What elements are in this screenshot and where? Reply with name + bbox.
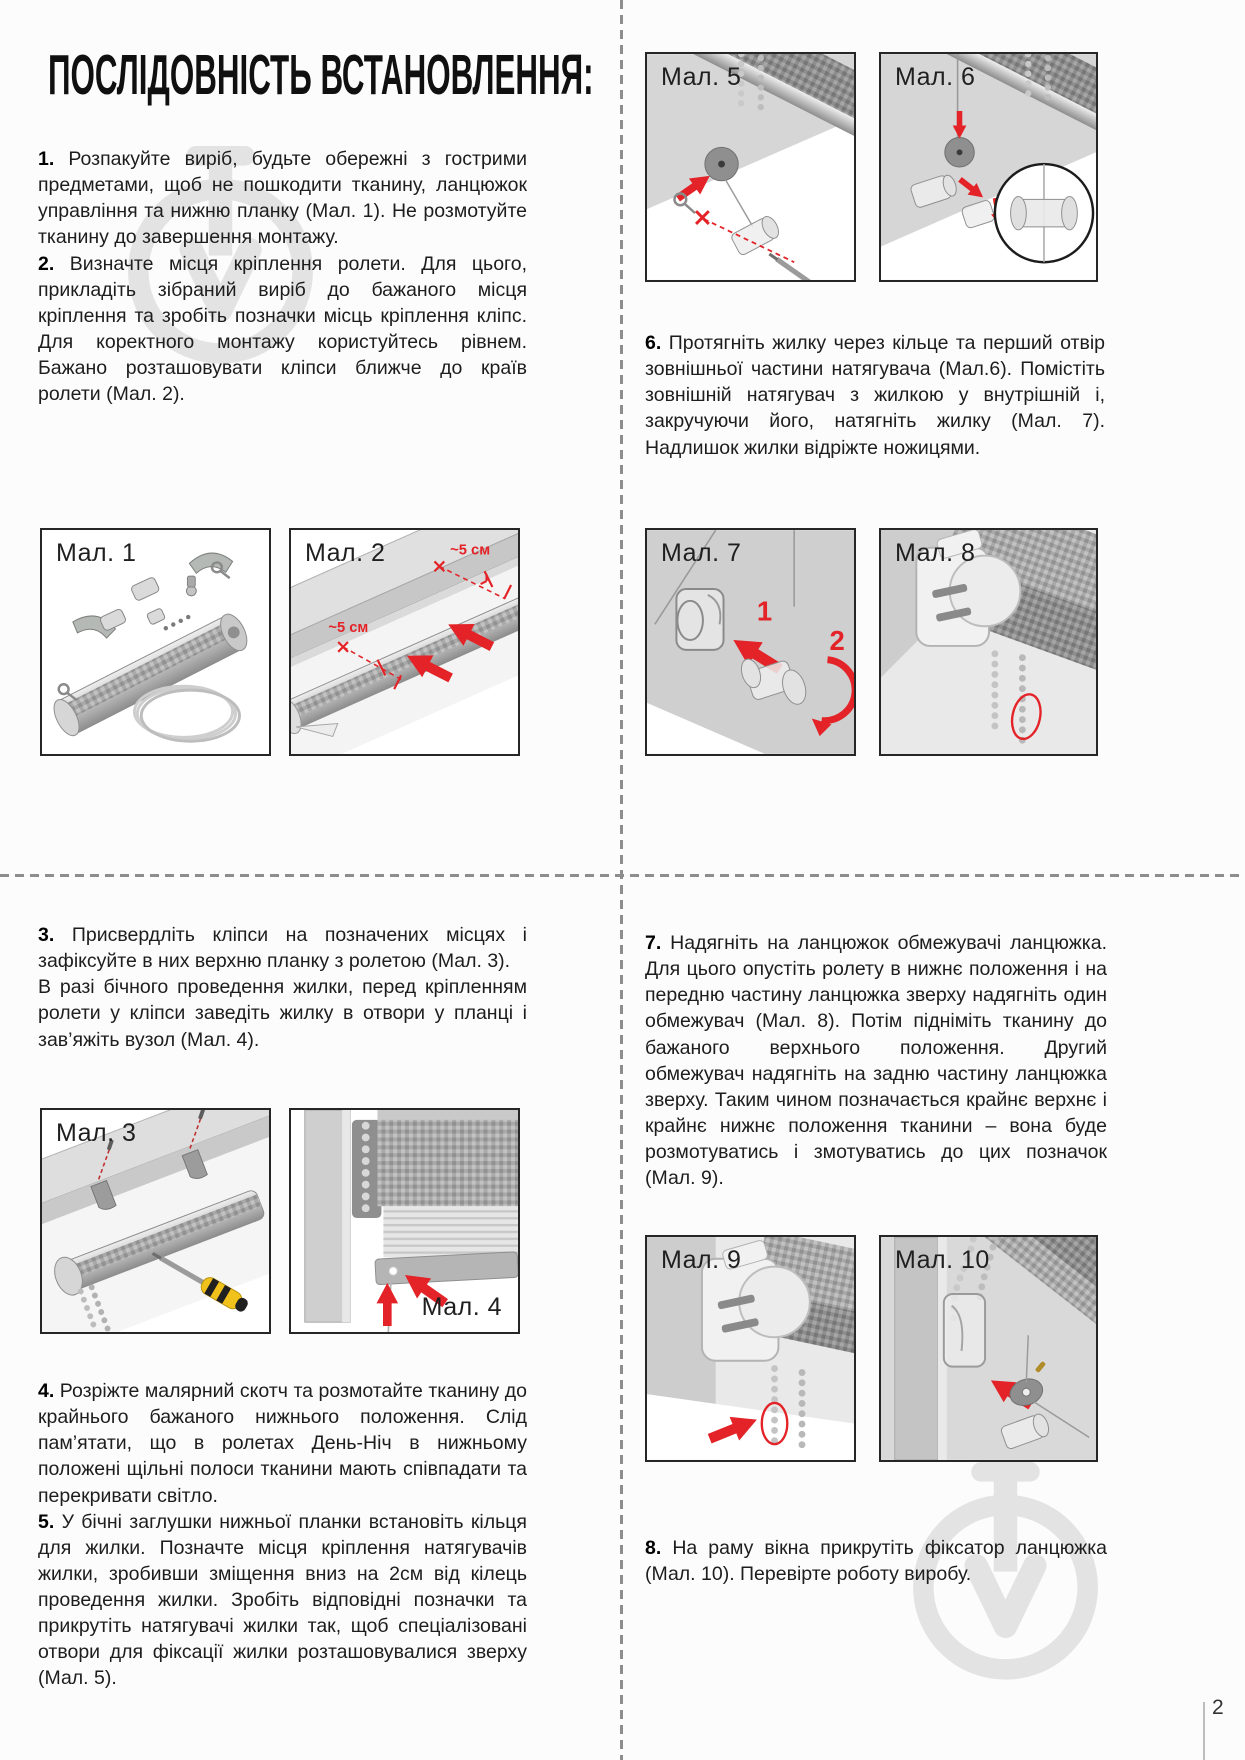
figure-label: Мал. 8: [895, 539, 976, 567]
step-7-text: 7. Надягніть на ланцюжок обмежувачі ланцюжка. Для цього опустіть ролету в нижнє положення і на передню частину ланцюжка зверху надягніть один обмежувач (Мал. 8). Потім підніміть тканину до бажаного верхнього положення. Другий обмежувач надягніть на задню частину ланцюжка зверху. Таким чином позначається крайнє верхнє і крайнє нижнє положення тканини – вона буде розмотуватись і змотуватись до цих позначок (Мал. 9).: [645, 932, 1107, 1190]
step-7-number: 7.: [645, 932, 662, 954]
step-2-text: 2. Визначте місця кріплення ролети. Для цього, прикладіть зібраний виріб до бажаного місця кріплення та зробіть позначки місць кріплення кліпс. Для коректного монтажу користуйтесь рівнем. Бажано розташовувати кліпси ближче до країв ролети (Мал. 2).: [38, 252, 528, 406]
steps-4-5-block: [38, 1378, 527, 1692]
fabric-roll: [377, 1110, 517, 1206]
figure-box-1: [40, 528, 271, 756]
day-night-fabric: [383, 1206, 518, 1257]
step-2-number: 2.: [38, 252, 55, 275]
step-6-block: [645, 330, 1105, 461]
page-title: ПОСЛІДОВНІСТЬ ВСТАНОВЛЕННЯ:: [48, 43, 594, 107]
figure-label: Мал. 3: [56, 1119, 137, 1147]
wire-coil: [134, 686, 239, 741]
figure-box-7: [645, 528, 856, 756]
steps-1-2-block: [38, 146, 527, 407]
step-3-number: 3.: [38, 924, 55, 946]
tensioner-bracket: [676, 589, 723, 650]
step-6-number: 6.: [645, 332, 662, 354]
step-4-number: 4.: [38, 1380, 55, 1402]
step-3b-text: В разі бічного проведення жилки, перед кріпленням ролети у кліпси заведіть жилку в отвори у планці і зав’яжіть вузол (Мал. 4).: [38, 976, 527, 1051]
figure-label: Мал. 5: [661, 63, 742, 91]
red-arrow-icon: [377, 1283, 399, 1326]
step-6-text: 6. Протягніть жилку через кільце та перший отвір зовнішньої частини натягувача (Мал.6). Помістіть зовнішній натягувач з жилкою у внутрішній і, закручуючи його, натягніть жилку (Мал. 7). Надлишок жилки відріжте ножицями.: [645, 332, 1106, 459]
step-3-block: [38, 922, 527, 1053]
chain-fixator: [944, 1294, 985, 1367]
page-number-rule: [1203, 1702, 1205, 1760]
divider-vertical-dashed: [620, 0, 623, 1760]
step-1-text: 1. Розпакуйте виріб, будьте обережні з гострими предметами, щоб не пошкодити тканину, ланцюжок управління та нижню планку (Мал. 1). Не розмотуйте тканину до завершення монтажу.: [38, 148, 527, 249]
figure-box-9: [645, 1235, 856, 1462]
figure-box-2: [289, 528, 520, 756]
step-8-text: 8. На раму вікна прикрутіть фіксатор ланцюжка (Мал. 10). Перевірте роботу виробу.: [645, 1537, 1107, 1586]
measurement-label: ~5 см: [450, 542, 491, 559]
divider-horizontal-dashed: [0, 874, 1245, 877]
figure-label: Мал. 9: [661, 1246, 742, 1274]
figure-label: Мал. 10: [895, 1246, 990, 1274]
step-8-number: 8.: [645, 1537, 662, 1559]
screws: [166, 615, 192, 628]
step-7-block: [645, 930, 1107, 1191]
figure-box-4: [289, 1108, 520, 1334]
step-4-text: 4. Розріжте малярний скотч та розмотайте тканину до крайнього бажаного нижнього положення. Слід пам’ятати, що в ролетах День-Ніч в нижньому положені щільні полоси тканини мають співпадати та перекривати світло.: [38, 1380, 527, 1507]
inset-detail-circle: [995, 164, 1093, 262]
wire-hole: [389, 1267, 397, 1275]
figure-label: Мал. 6: [895, 63, 976, 91]
figure-label: Мал. 1: [56, 539, 137, 567]
figure-label: Мал. 2: [305, 539, 386, 567]
tensioner-parts: [99, 576, 165, 631]
step-marker: 1: [756, 595, 773, 627]
step-5-number: 5.: [38, 1510, 55, 1533]
measurement-label: ~5 см: [328, 620, 369, 637]
mounting-clip: [189, 553, 232, 573]
step-3-text: 3. Присвердліть кліпси на позначених місцях і зафіксуйте в них верхню планку з ролетою (Мал. 3).: [38, 924, 527, 973]
figure-box-8: [879, 528, 1098, 756]
page-number: 2: [1212, 1696, 1224, 1719]
step-marker: 2: [829, 624, 845, 656]
step-1-number: 1.: [38, 148, 55, 170]
figure-box-3: [40, 1108, 271, 1334]
figure-label: Мал. 7: [661, 539, 742, 567]
step-8-block: [645, 1535, 1107, 1587]
step-5-text: 5. У бічні заглушки нижньої планки встановіть кільця для жилки. Позначте місця кріплення натягувачів жилки, зробивши зміщення вниз на 2см від кілець проведення жилки. Зробіть відповідні позначки та прикрутіть натягувачі жилки так, щоб спеціалізовані отвори для фіксації жилки розташовувалися зверху (Мал. 5).: [38, 1510, 527, 1690]
figure-box-10: [879, 1235, 1098, 1462]
figure-label: Мал. 4: [421, 1293, 502, 1321]
